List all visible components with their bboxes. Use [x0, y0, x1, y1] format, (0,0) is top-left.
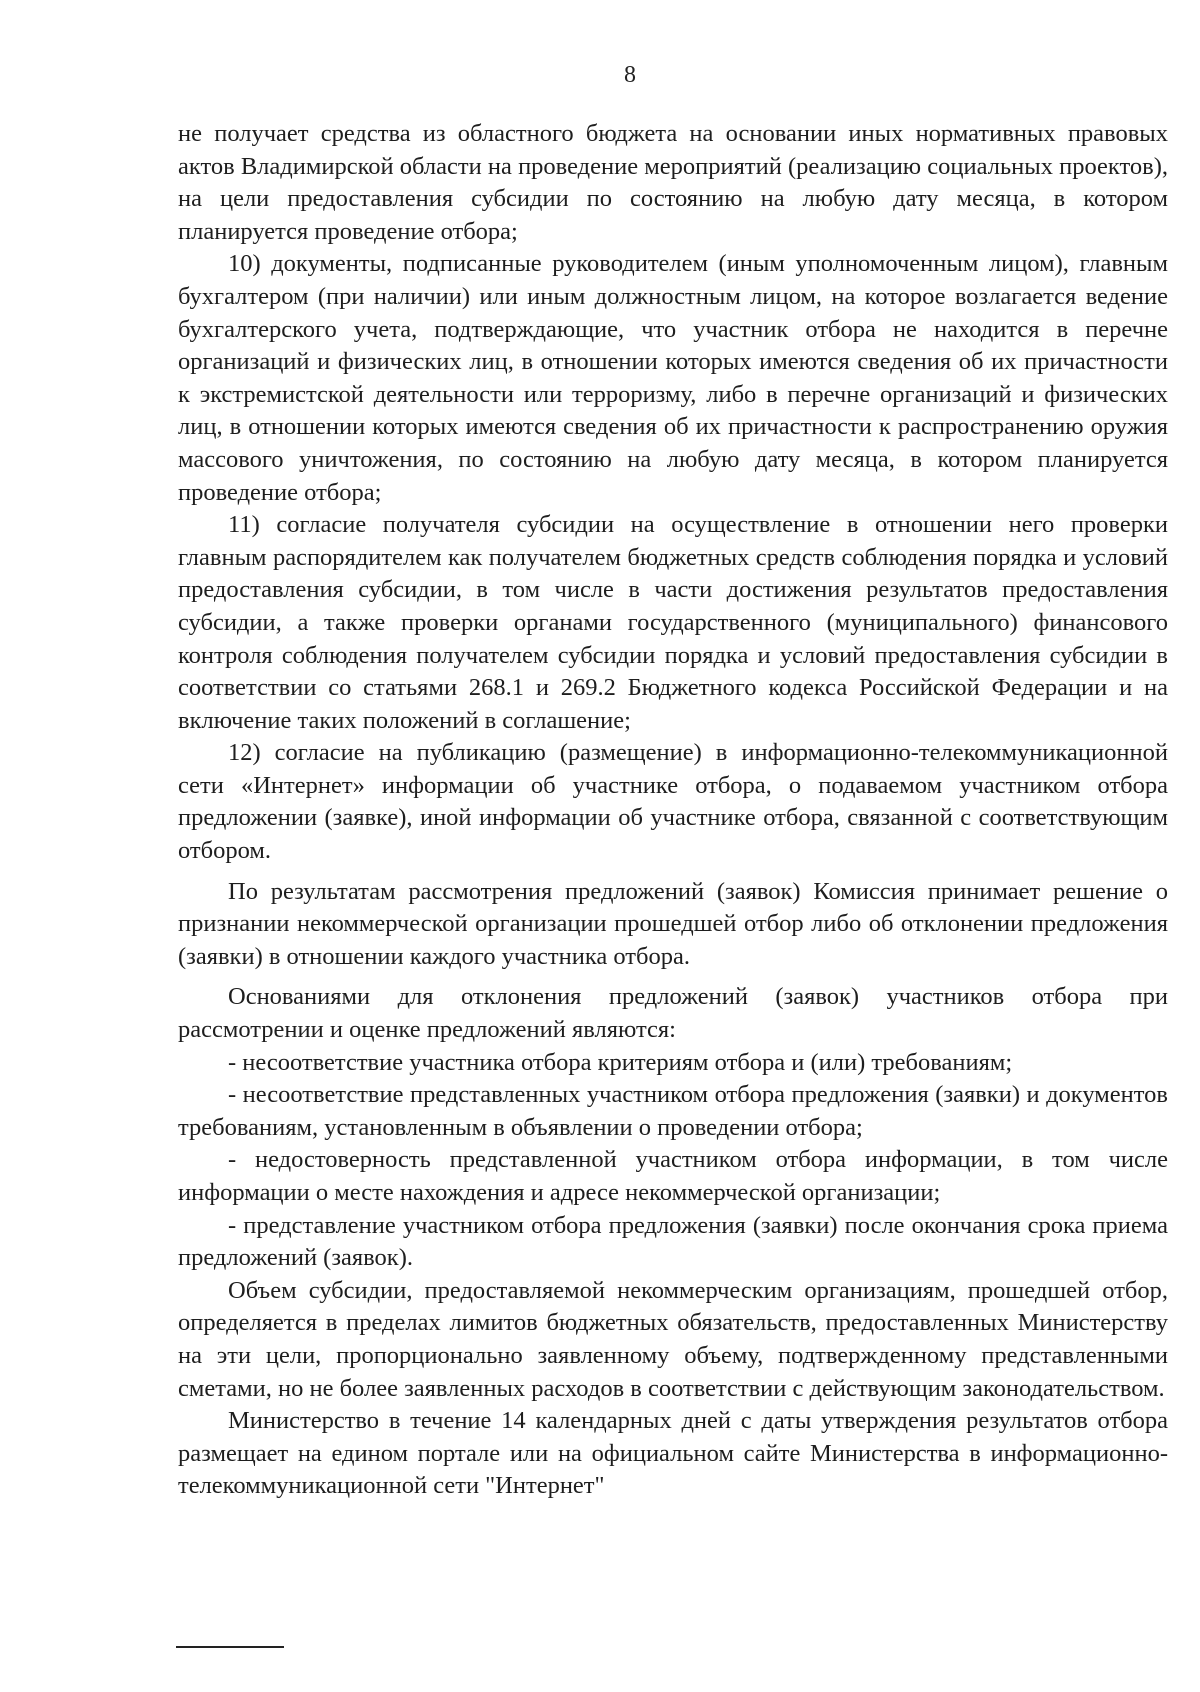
- paragraph-ministry-publication: Министерство в течение 14 календарных дней с даты утверждения результатов отбора размещает на едином портале или на официальном сайте Министерства в информационно-телекоммуникационной сети "Интернет": [178, 1407, 1168, 1500]
- rejection-ground-late-submission: - представление участником отбора предложения (заявки) после окончания срока приема предложений (заявок).: [178, 1211, 1168, 1272]
- page-number: 8: [624, 62, 636, 88]
- document-body: [178, 118, 1168, 1503]
- rejection-ground-documents: - несоответствие представленных участником отбора предложения (заявки) и документов требованиям, установленным в объявлении о проведении отбора;: [178, 1081, 1168, 1141]
- paragraph-rejection-grounds: Основаниями для отклонения предложений (заявок) участников отбора при рассмотрении и оценке предложений являются:: [178, 983, 1168, 1044]
- paragraph-item-12: 12) согласие на публикацию (размещение) в информационно-телекоммуникационной сети «Интернет» информации об участнике отбора, о подаваемом участником отбора предложении (заявке), иной информации об участнике отбора, связанной с соответствующим отбором.: [178, 739, 1168, 865]
- rejection-ground-unreliable-info: - недостоверность представленной участником отбора информации, в том числе информации о месте нахождения и адресе некоммерческой организации;: [178, 1146, 1168, 1206]
- paragraph-subsidy-volume: Объем субсидии, предоставляемой некоммерческим организациям, прошедшей отбор, определяется в пределах лимитов бюджетных обязательств, предоставленных Министерству на эти цели, пропорционально заявленному объему, подтвержденному представленными сметами, но не более заявленных расходов в соответствии с действующим законодательством.: [178, 1276, 1168, 1402]
- paragraph-item-11: 11) согласие получателя субсидии на осуществление в отношении него проверки главным распорядителем как получателем бюджетных средств соблюдения порядка и условий предоставления субсидии, в том числе в части достижения результатов предоставления субсидии, а также проверки органами государственного (муниципального) финансового контроля соблюдения получателем субсидии порядка и условий предоставления субсидии в соответствии со статьями 268.1 и 269.2 Бюджетного кодекса Российской Федерации и на включение таких положений в соглашение;: [178, 511, 1168, 734]
- paragraph-continuation: не получает средства из областного бюджета на основании иных нормативных правовых актов Владимирской области на проведение мероприятий (реализацию социальных проектов), на цели предоставления субсидии по состоянию на любую дату месяца, в котором планируется проведение отбора;: [178, 120, 1168, 245]
- paragraph-item-10: 10) документы, подписанные руководителем (иным уполномоченным лицом), главным бухгалтером (при наличии) или иным должностным лицом, на которое возлагается ведение бухгалтерского учета, подтверждающие, что участник отбора не находится в перечне организаций и физических лиц, в отношении которых имеются сведения об их причастности к экстремистской деятельности или терроризму, либо в перечне организаций и физических лиц, в отношении которых имеются сведения об их причастности к распространению оружия массового уничтожения, по состоянию на любую дату месяца, в котором планируется проведение отбора;: [178, 250, 1168, 506]
- paragraph-commission-decision: По результатам рассмотрения предложений (заявок) Комиссия принимает решение о признании некоммерческой организации прошедшей отбор либо об отклонении предложения (заявки) в отношении каждого участника отбора.: [178, 877, 1168, 970]
- rejection-ground-criteria: - несоответствие участника отбора критериям отбора и (или) требованиям;: [228, 1048, 1013, 1076]
- footnote-divider: [176, 1646, 284, 1648]
